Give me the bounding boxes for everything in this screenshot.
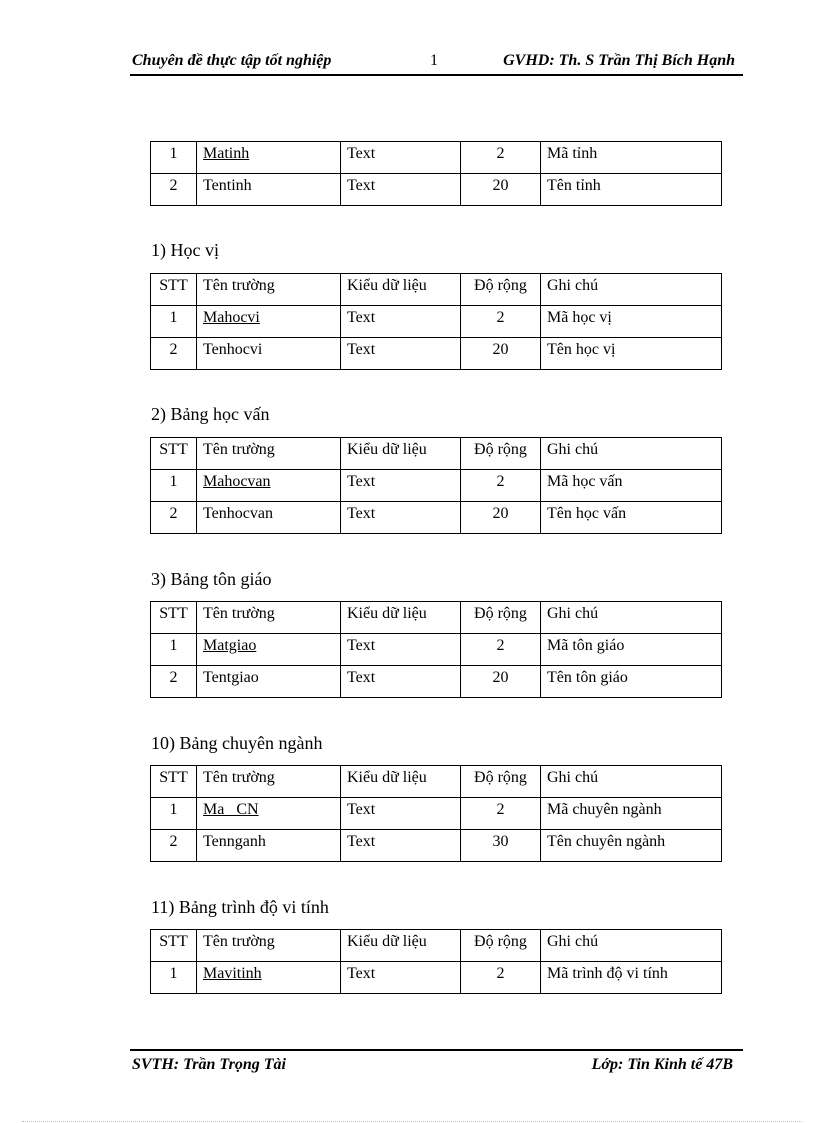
- column-header-stt: STT: [151, 766, 197, 798]
- column-header-field: Tên trường: [197, 438, 341, 470]
- table-row: [151, 142, 722, 174]
- table-chuyen-nganh: [150, 765, 722, 862]
- cell-stt: 1: [151, 306, 197, 338]
- cell-note: Tên học vấn: [541, 502, 722, 534]
- cell-type: Text: [341, 830, 461, 862]
- cell-width: 2: [461, 142, 541, 174]
- table-province: [150, 141, 722, 206]
- cell-type: Text: [341, 470, 461, 502]
- cell-note: Mã học vị: [541, 306, 722, 338]
- cell-type: Text: [341, 634, 461, 666]
- cell-field: [197, 798, 341, 830]
- header-page-number: 1: [430, 52, 438, 69]
- table-header-row: [151, 602, 722, 634]
- column-header-note: Ghi chú: [541, 930, 722, 962]
- cell-stt: 1: [151, 634, 197, 666]
- cell-field: Tenhocvan: [197, 502, 341, 534]
- table-row: [151, 174, 722, 206]
- cell-width: 20: [461, 338, 541, 370]
- cell-field: [197, 142, 341, 174]
- primary-key-field: Mahocvan: [203, 473, 271, 490]
- table-row: [151, 470, 722, 502]
- primary-key-field: Mahocvi: [203, 309, 260, 326]
- column-header-type: Kiểu dữ liệu: [341, 602, 461, 634]
- cell-width: 2: [461, 962, 541, 994]
- cell-stt: 1: [151, 142, 197, 174]
- cell-note: Tên tỉnh: [541, 174, 722, 206]
- column-header-width: Độ rộng: [461, 930, 541, 962]
- primary-key-field: Mavitinh: [203, 965, 262, 982]
- cell-type: Text: [341, 142, 461, 174]
- cell-type: Text: [341, 798, 461, 830]
- column-header-field: Tên trường: [197, 766, 341, 798]
- header-document-title: Chuyên đề thực tập tốt nghiệp: [132, 52, 332, 69]
- table-header-row: [151, 766, 722, 798]
- column-header-field: Tên trường: [197, 930, 341, 962]
- cell-stt: 2: [151, 338, 197, 370]
- column-header-field: Tên trường: [197, 274, 341, 306]
- section-title-chuyen-nganh: 10) Bảng chuyên ngành: [151, 733, 323, 753]
- table-row: [151, 502, 722, 534]
- cell-type: Text: [341, 174, 461, 206]
- primary-key-field: Ma_ CN: [203, 801, 259, 818]
- page-footer: [130, 1049, 743, 1079]
- column-header-type: Kiểu dữ liệu: [341, 930, 461, 962]
- cell-type: Text: [341, 962, 461, 994]
- column-header-width: Độ rộng: [461, 766, 541, 798]
- table-row: [151, 338, 722, 370]
- cell-field: [197, 962, 341, 994]
- table-row: [151, 798, 722, 830]
- table-hoc-vi: [150, 273, 722, 370]
- table-header-row: [151, 274, 722, 306]
- cell-width: 20: [461, 502, 541, 534]
- table-row: [151, 306, 722, 338]
- cell-width: 2: [461, 798, 541, 830]
- cell-note: Tên tôn giáo: [541, 666, 722, 698]
- cell-type: Text: [341, 502, 461, 534]
- cell-field: [197, 470, 341, 502]
- column-header-note: Ghi chú: [541, 766, 722, 798]
- cell-width: 2: [461, 470, 541, 502]
- footer-class: Lớp: Tin Kinh tế 47B: [591, 1056, 733, 1073]
- cell-stt: 1: [151, 798, 197, 830]
- table-row: [151, 962, 722, 994]
- cell-note: Mã trình độ vi tính: [541, 962, 722, 994]
- page-header: [130, 50, 743, 76]
- table-row: [151, 666, 722, 698]
- table-header-row: [151, 930, 722, 962]
- table-row: [151, 634, 722, 666]
- column-header-width: Độ rộng: [461, 274, 541, 306]
- cell-stt: 2: [151, 830, 197, 862]
- cell-width: 30: [461, 830, 541, 862]
- column-header-type: Kiểu dữ liệu: [341, 274, 461, 306]
- column-header-note: Ghi chú: [541, 274, 722, 306]
- table-header-row: [151, 438, 722, 470]
- cell-note: Mã học vấn: [541, 470, 722, 502]
- primary-key-field: Matinh: [203, 145, 250, 162]
- column-header-field: Tên trường: [197, 602, 341, 634]
- column-header-note: Ghi chú: [541, 438, 722, 470]
- column-header-width: Độ rộng: [461, 438, 541, 470]
- cell-width: 2: [461, 634, 541, 666]
- cell-note: Mã chuyên ngành: [541, 798, 722, 830]
- cell-note: Mã tỉnh: [541, 142, 722, 174]
- column-header-note: Ghi chú: [541, 602, 722, 634]
- cell-stt: 2: [151, 666, 197, 698]
- section-title-hoc-van: 2) Bảng học vấn: [151, 404, 270, 424]
- column-header-type: Kiểu dữ liệu: [341, 766, 461, 798]
- column-header-stt: STT: [151, 602, 197, 634]
- cell-width: 2: [461, 306, 541, 338]
- cell-field: [197, 306, 341, 338]
- column-header-stt: STT: [151, 438, 197, 470]
- section-title-hoc-vi: 1) Học vị: [151, 240, 219, 260]
- column-header-stt: STT: [151, 930, 197, 962]
- cell-type: Text: [341, 666, 461, 698]
- column-header-type: Kiểu dữ liệu: [341, 438, 461, 470]
- cell-stt: 1: [151, 962, 197, 994]
- column-header-stt: STT: [151, 274, 197, 306]
- section-title-ton-giao: 3) Bảng tôn giáo: [151, 569, 272, 589]
- cell-note: Mã tôn giáo: [541, 634, 722, 666]
- cell-stt: 1: [151, 470, 197, 502]
- page-bottom-divider: [22, 1121, 802, 1122]
- cell-width: 20: [461, 174, 541, 206]
- cell-field: Tennganh: [197, 830, 341, 862]
- header-supervisor: GVHD: Th. S Trần Thị Bích Hạnh: [503, 52, 735, 69]
- column-header-width: Độ rộng: [461, 602, 541, 634]
- table-trinh-do-vi-tinh: [150, 929, 722, 994]
- footer-student: SVTH: Trần Trọng Tài: [132, 1056, 286, 1073]
- cell-stt: 2: [151, 174, 197, 206]
- table-hoc-van: [150, 437, 722, 534]
- cell-type: Text: [341, 306, 461, 338]
- cell-field: [197, 634, 341, 666]
- table-ton-giao: [150, 601, 722, 698]
- primary-key-field: Matgiao: [203, 637, 257, 654]
- section-title-trinh-do-vi-tinh: 11) Bảng trình độ vi tính: [151, 897, 329, 917]
- cell-field: Tentinh: [197, 174, 341, 206]
- cell-field: Tentgiao: [197, 666, 341, 698]
- table-row: [151, 830, 722, 862]
- cell-width: 20: [461, 666, 541, 698]
- cell-stt: 2: [151, 502, 197, 534]
- cell-note: Tên học vị: [541, 338, 722, 370]
- cell-field: Tenhocvi: [197, 338, 341, 370]
- cell-type: Text: [341, 338, 461, 370]
- cell-note: Tên chuyên ngành: [541, 830, 722, 862]
